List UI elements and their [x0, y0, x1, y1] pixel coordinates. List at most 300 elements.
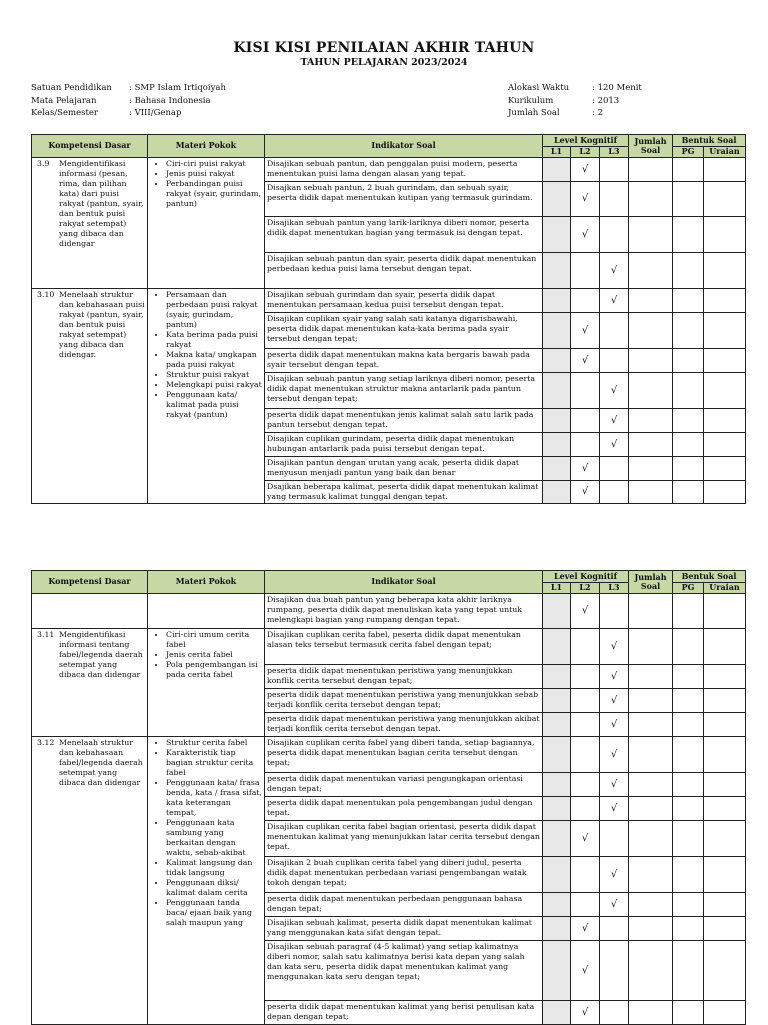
check-mark: √ [581, 964, 589, 976]
jumlah-soal-cell [629, 737, 673, 773]
jumlah-soal-cell [629, 433, 673, 457]
header-l3: L3 [600, 583, 629, 594]
kd-number: 3.10 [37, 290, 55, 299]
uraian-cell [704, 217, 746, 253]
materi-item: • Penggunaan diksi/ kalimat dalam cerita [166, 878, 262, 898]
pg-cell [673, 737, 704, 773]
kd-number: 3.12 [37, 738, 55, 747]
level-l3-cell [600, 481, 629, 504]
jumlah-soal-cell [629, 313, 673, 349]
kompetensi-dasar [34, 738, 145, 788]
info-row [31, 107, 226, 120]
kompetensi-dasar-cell [32, 594, 148, 629]
info-row [31, 95, 226, 108]
level-l1-cell [543, 594, 571, 629]
level-l1-cell [543, 481, 571, 504]
jumlah-soal-cell [629, 665, 673, 689]
uraian-cell [704, 457, 746, 481]
level-l3-cell [600, 217, 629, 253]
jumlah-soal-cell [629, 857, 673, 893]
uraian-cell [704, 433, 746, 457]
table-header [32, 135, 746, 158]
indikator-soal-cell: peserta didik dapat menentukan jenis kalimat salah satu larik pada pantun tersebut dengan tepat. [265, 409, 543, 433]
uraian-cell [704, 594, 746, 629]
level-l3-cell [600, 737, 629, 773]
level-l1-cell [543, 893, 571, 917]
header-l1: L1 [543, 147, 571, 158]
info-value: : VIII/Genap [129, 108, 182, 118]
indikator-soal-cell: peserta didik dapat menentukan perbedaan penggunaan bahasa dengan tepat; [265, 893, 543, 917]
level-l2-cell [571, 665, 600, 689]
indikator-soal-cell: Disajkan sebuah pantun, 2 buah gurindam, dan sebuah syair, peserta didik dapat menentukan kutipan yang termasuk gurindam. [265, 182, 543, 217]
materi-item: • Penggunaan kata/ kalimat pada puisi rakyat (pantun) [166, 390, 262, 420]
level-l3-cell [600, 689, 629, 713]
level-l1-cell [543, 373, 571, 409]
info-left [31, 82, 226, 120]
indikator-soal-cell: Disajikan 2 buah cuplikan cerita fabel yang diberi judul, peserta didik dapat menentukan perbedaan variasi pengembangan watak tokoh dengan tepat; [265, 857, 543, 893]
jumlah-soal-cell [629, 481, 673, 504]
level-l3-cell [600, 857, 629, 893]
check-mark: √ [610, 748, 618, 760]
level-l1-cell [543, 349, 571, 373]
materi-pokok-cell [148, 289, 265, 504]
check-mark: √ [610, 778, 618, 790]
jumlah-soal-cell [629, 253, 673, 289]
info-value: : SMP Islam Irtiqoiyah [129, 83, 226, 93]
level-l3-cell [600, 797, 629, 821]
uraian-cell [704, 917, 746, 941]
jumlah-soal-cell [629, 349, 673, 373]
header-row [32, 571, 746, 583]
indikator-soal-cell: Disajikan cuplikan gurindam, peserta didik dapat menentukan hubungan antarlarik pada puisi tersebut dengan tepat. [265, 433, 543, 457]
indikator-soal-cell: peserta didik dapat menentukan peristiwa yang menunjukkan sebab terjadi konflik cerita tersebut dengan tepat; [265, 689, 543, 713]
header-level-kognitif: Level Kognitif [543, 135, 629, 147]
level-l2-cell [571, 941, 600, 1001]
level-l2-cell [571, 797, 600, 821]
level-l1-cell [543, 665, 571, 689]
jumlah-soal-cell [629, 689, 673, 713]
level-l1-cell [543, 158, 571, 182]
jumlah-soal-cell [629, 713, 673, 737]
pg-cell [673, 182, 704, 217]
info-row [508, 82, 642, 95]
pg-cell [673, 158, 704, 182]
uraian-cell [704, 689, 746, 713]
uraian-cell [704, 182, 746, 217]
indikator-soal-cell: Disajikan sebuah pantun yang setiap lariknya diberi nomor, peserta didik dapat menentukan struktur makna antarlarik pada pantun tersebut dengan tepat; [265, 373, 543, 409]
pg-cell [673, 713, 704, 737]
uraian-cell [704, 773, 746, 797]
materi-item: • Struktur puisi rakyat [166, 370, 262, 380]
level-l3-cell [600, 713, 629, 737]
check-mark: √ [610, 898, 618, 910]
header-jumlah-soal: Jumlah Soal [629, 135, 673, 158]
level-l3-cell [600, 893, 629, 917]
kompetensi-dasar [34, 630, 145, 680]
check-mark: √ [581, 193, 589, 204]
check-mark: √ [581, 324, 589, 336]
pg-cell [673, 773, 704, 797]
level-l2-cell [571, 737, 600, 773]
uraian-cell [704, 373, 746, 409]
jumlah-soal-cell [629, 941, 673, 1001]
jumlah-soal-cell [629, 217, 673, 253]
level-l2-cell [571, 253, 600, 289]
materi-item: • Struktur cerita fabel [166, 738, 262, 748]
check-mark: √ [581, 922, 589, 934]
kisi-table-1 [31, 134, 746, 504]
indikator-soal-cell: Disajikan pantun dengan urutan yang acak, peserta didik dapat menyusun menjadi pantun yang baik dan benar [265, 457, 543, 481]
pg-cell [673, 629, 704, 665]
level-l2-cell [571, 457, 600, 481]
level-l2-cell [571, 433, 600, 457]
indikator-soal-cell: peserta didik dapat menentukan variasi pengungkapan orientasi dengan tepat; [265, 773, 543, 797]
level-l3-cell [600, 941, 629, 1001]
jumlah-soal-cell [629, 289, 673, 313]
uraian-cell [704, 737, 746, 773]
check-mark: √ [581, 462, 589, 474]
pg-cell [673, 941, 704, 1001]
header-jumlah-soal: Jumlah Soal [629, 571, 673, 594]
indikator-soal-cell: Disajikan dua buah pantun yang beberapa kata akhir lariknya rumpang, peserta didik dapat menuliskan kata yang tepat untuk melengkapi bagian yang rumpang dengan tepat. [265, 594, 543, 629]
level-l2-cell [571, 182, 600, 217]
level-l3-cell [600, 409, 629, 433]
materi-pokok-cell [148, 629, 265, 737]
level-l3-cell [600, 665, 629, 689]
check-mark: √ [581, 228, 589, 240]
level-l2-cell [571, 594, 600, 629]
jumlah-soal-cell [629, 409, 673, 433]
materi-pokok-cell [148, 737, 265, 1025]
uraian-cell [704, 409, 746, 433]
materi-pokok-cell [148, 158, 265, 289]
uraian-cell [704, 893, 746, 917]
jumlah-soal-cell [629, 373, 673, 409]
kd-text: Mengidentifikasi informasi (pesan, rima, dan pilihan kata) dari puisi rakyat (pantun, syair, dan bentuk puisi rakyat setempat) yang dibaca dan didengar [59, 159, 144, 248]
uraian-cell [704, 481, 746, 504]
header-row [32, 135, 746, 147]
uraian-cell [704, 629, 746, 665]
jumlah-soal-cell [629, 158, 673, 182]
pg-cell [673, 665, 704, 689]
level-l2-cell [571, 629, 600, 665]
info-value: : 120 Menit [592, 83, 642, 93]
pg-cell [673, 481, 704, 504]
uraian-cell [704, 1001, 746, 1025]
materi-item: • Penggunaan kata sambung yang berkaitan dengan waktu, sebab-akibat [166, 818, 262, 858]
pg-cell [673, 797, 704, 821]
indikator-soal-cell: peserta didik dapat menentukan kalimat yang berisi penulisan kata depan dengan tepat; [265, 1001, 543, 1025]
level-l3-cell [600, 1001, 629, 1025]
check-mark: √ [610, 414, 618, 426]
materi-list [150, 290, 262, 420]
kd-text: Menelaah struktur dan kebahasaan fabel/legenda daerah setempat yang dibaca dan didengar [59, 738, 143, 787]
header-indikator-soal: Indikator Soal [265, 135, 543, 158]
pg-cell [673, 893, 704, 917]
level-l1-cell [543, 253, 571, 289]
header-uraian: Uraian [704, 147, 746, 158]
level-l3-cell [600, 289, 629, 313]
header-l2: L2 [571, 583, 600, 594]
header-materi-pokok: Materi Pokok [148, 571, 265, 594]
info-value: : 2 [592, 108, 603, 118]
indikator-soal-cell: Disajikan sebuah gurindam dan syair, peserta didik dapat menentukan persamaan kedua puisi tersebut dengan tepat. [265, 289, 543, 313]
kisi-table-2 [31, 570, 746, 1025]
level-l2-cell [571, 217, 600, 253]
kd-text: Menelaah struktur dan kebahasaan puisi rakyat (pantun, syair, dan bentuk puisi rakyat setempat) yang dibaca dan didengar. [59, 290, 145, 359]
indikator-soal-cell: Disajikan cuplikan cerita fabel, peserta didik dapat menentukan alasan teks tersebut termasuk cerita fabel dengan tepat; [265, 629, 543, 665]
header-l1: L1 [543, 583, 571, 594]
table-body [32, 158, 746, 504]
level-l3-cell [600, 629, 629, 665]
info-row [508, 107, 642, 120]
pg-cell [673, 349, 704, 373]
check-mark: √ [610, 264, 618, 276]
indikator-soal-cell: peserta didik dapat menentukan peristiwa yang menunjukkan akibat terjadi konflik cerita tersebut dengan tepat. [265, 713, 543, 737]
header-l2: L2 [571, 147, 600, 158]
level-l2-cell [571, 713, 600, 737]
indikator-soal-cell: Disajikan sebuah pantun yang larik-lariknya diberi nomor, peserta didik dapat menentukan bagian yang termasuk isi dengan tepat. [265, 217, 543, 253]
table-body [32, 594, 746, 1025]
level-l2-cell [571, 313, 600, 349]
info-label: Mata Pelajaran [31, 95, 97, 106]
level-l3-cell [600, 594, 629, 629]
pg-cell [673, 594, 704, 629]
level-l2-cell [571, 821, 600, 857]
check-mark: √ [610, 640, 618, 652]
kompetensi-dasar [34, 159, 145, 249]
jumlah-soal-cell [629, 1001, 673, 1025]
materi-item: • Penggunaan kata/ frasa benda, kata / frasa sifat, kata keterangan tempat, [166, 778, 262, 818]
level-l3-cell [600, 433, 629, 457]
jumlah-soal-cell [629, 182, 673, 217]
table-row [32, 629, 746, 665]
jumlah-soal-cell [629, 821, 673, 857]
level-l2-cell [571, 158, 600, 182]
pg-cell [673, 1001, 704, 1025]
jumlah-soal-cell [629, 594, 673, 629]
level-l1-cell [543, 821, 571, 857]
pg-cell [673, 289, 704, 313]
materi-item: • Karakteristik tiap bagian struktur cerita fabel [166, 748, 262, 778]
jumlah-soal-cell [629, 773, 673, 797]
table-header [32, 571, 746, 594]
uraian-cell [704, 289, 746, 313]
level-l2-cell [571, 857, 600, 893]
indikator-soal-cell: peserta didik dapat menentukan makna kata bergaris bawah pada syair tersebut dengan tepat. [265, 349, 543, 373]
check-mark: √ [610, 438, 618, 450]
materi-item: • Jenis puisi rakyat [166, 169, 262, 179]
header-kompetensi-dasar: Kompetensi Dasar [32, 135, 148, 158]
info-label: Alokasi Waktu [508, 83, 570, 93]
header-bentuk-soal: Bentuk Soal [673, 571, 746, 583]
kompetensi-dasar [34, 290, 145, 360]
header-bentuk-soal: Bentuk Soal [673, 135, 746, 147]
level-l2-cell [571, 289, 600, 313]
uraian-cell [704, 349, 746, 373]
check-mark: √ [610, 670, 618, 682]
indikator-soal-cell: Disajikan sebuah pantun dan syair, peserta didik dapat menentukan perbedaan kedua puisi lama tersebut dengan tepat. [265, 253, 543, 289]
jumlah-soal-cell [629, 893, 673, 917]
header-uraian: Uraian [704, 583, 746, 594]
level-l3-cell [600, 158, 629, 182]
pg-cell [673, 409, 704, 433]
level-l1-cell [543, 1001, 571, 1025]
header-pg: PG [673, 147, 704, 158]
level-l1-cell [543, 797, 571, 821]
check-mark: √ [610, 718, 618, 730]
info-value: : Bahasa Indonesia [129, 95, 211, 106]
indikator-soal-cell: Disajikan sebuah kalimat, peserta didik dapat menentukan kalimat yang menggunakan kata sifat dengan tepat. [265, 917, 543, 941]
indikator-soal-cell: peserta didik dapat menentukan peristiwa yang menunjukkan konflik cerita tersebut dengan tepat; [265, 665, 543, 689]
header-indikator-soal: Indikator Soal [265, 571, 543, 594]
document-subtitle: TAHUN PELAJARAN 2023/2024 [300, 57, 468, 68]
document-title: KISI KISI PENILAIAN AKHIR TAHUN [233, 40, 535, 56]
level-l1-cell [543, 737, 571, 773]
uraian-cell [704, 713, 746, 737]
materi-pokok-cell [148, 594, 265, 629]
level-l1-cell [543, 689, 571, 713]
check-mark: √ [581, 832, 589, 844]
level-l1-cell [543, 629, 571, 665]
check-mark: √ [610, 802, 618, 814]
table-row [32, 289, 746, 313]
level-l1-cell [543, 433, 571, 457]
uraian-cell [704, 857, 746, 893]
jumlah-soal-cell [629, 629, 673, 665]
pg-cell [673, 217, 704, 253]
table-row [32, 594, 746, 629]
level-l3-cell [600, 253, 629, 289]
uraian-cell [704, 941, 746, 1001]
info-label: Satuan Pendidikan [31, 83, 112, 93]
uraian-cell [704, 821, 746, 857]
indikator-soal-cell: peserta didik dapat menentukan pola pengembangan judul dengan tepat. [265, 797, 543, 821]
check-mark: √ [581, 486, 589, 497]
materi-list [150, 738, 262, 928]
pg-cell [673, 253, 704, 289]
level-l1-cell [543, 182, 571, 217]
indikator-soal-cell: Disajikan cuplikan syair yang salah sati katanya digarisbawahi, peserta didik dapat menentukan kata-kata berima pada syair tersebut dengan tepat; [265, 313, 543, 349]
uraian-cell [704, 253, 746, 289]
level-l1-cell [543, 917, 571, 941]
level-l3-cell [600, 373, 629, 409]
level-l2-cell [571, 481, 600, 504]
kd-text: Mengidentifikasi informasi tentang fabel/legenda daerah setempat yang dibaca dan didengar [59, 630, 143, 679]
level-l1-cell [543, 941, 571, 1001]
header-materi-pokok: Materi Pokok [148, 135, 265, 158]
level-l1-cell [543, 313, 571, 349]
info-right [508, 82, 642, 120]
pg-cell [673, 689, 704, 713]
kompetensi-dasar-cell [32, 289, 148, 504]
check-mark: √ [610, 294, 618, 306]
info-label: Jumlah Soal [508, 108, 560, 118]
materi-item: • Melengkapi puisi rakyat [166, 380, 262, 390]
level-l2-cell [571, 1001, 600, 1025]
level-l3-cell [600, 917, 629, 941]
level-l1-cell [543, 289, 571, 313]
materi-item: • Perbandingan puisi rakyat (syair, gurindam, pantun) [166, 179, 262, 209]
header-kompetensi-dasar: Kompetensi Dasar [32, 571, 148, 594]
indikator-soal-cell: Disajikan cuplikan cerita fabel yang diberi tanda, setiap bagiannya, peserta didik dapat menentukan bagian cerita tersebut dengan tepat; [265, 737, 543, 773]
info-label: Kurikulum [508, 95, 554, 106]
header-l3: L3 [600, 147, 629, 158]
level-l2-cell [571, 689, 600, 713]
level-l1-cell [543, 217, 571, 253]
kd-number: 3.9 [37, 159, 50, 168]
check-mark: √ [581, 605, 589, 616]
level-l2-cell [571, 917, 600, 941]
check-mark: √ [581, 163, 589, 175]
level-l1-cell [543, 857, 571, 893]
materi-item: • Kata berima pada puisi rakyat [166, 330, 262, 350]
uraian-cell [704, 797, 746, 821]
indikator-soal-cell: Disajikan sebuah paragraf (4-5 kalimat) yang setiap kalimatnya diberi nomor, salah satu kalimatnya berisi kata depan yang salah dan kata seru, peserta didik dapat menentukan kalimat yang menggunakan kata seru dengan tepat; [265, 941, 543, 1001]
info-row [508, 95, 642, 108]
level-l2-cell [571, 893, 600, 917]
info-label: Kelas/Semester [31, 108, 98, 118]
table-row [32, 158, 746, 182]
kd-number: 3.11 [37, 630, 55, 639]
level-l2-cell [571, 349, 600, 373]
pg-cell [673, 373, 704, 409]
level-l2-cell [571, 409, 600, 433]
info-row [31, 82, 226, 95]
materi-item: • Pola pengembangan isi pada cerita fabel [166, 660, 262, 680]
header-pg: PG [673, 583, 704, 594]
check-mark: √ [581, 1006, 589, 1018]
level-l3-cell [600, 821, 629, 857]
materi-item: • Ciri-ciri puisi rakyat [166, 159, 262, 169]
info-value: : 2013 [592, 95, 620, 106]
materi-item: • Jenis cerita fabel [166, 650, 262, 660]
level-l2-cell [571, 773, 600, 797]
header-level-kognitif: Level Kognitif [543, 571, 629, 583]
pg-cell [673, 821, 704, 857]
check-mark: √ [610, 694, 618, 706]
uraian-cell [704, 665, 746, 689]
level-l3-cell [600, 773, 629, 797]
pg-cell [673, 457, 704, 481]
indikator-soal-cell: Dsajikan beberapa kalimat, peserta didik dapat menentukan kalimat yang termasuk kalimat tunggal dengan tepat. [265, 481, 543, 504]
check-mark: √ [581, 354, 589, 366]
check-mark: √ [610, 384, 618, 396]
pg-cell [673, 917, 704, 941]
kompetensi-dasar-cell [32, 629, 148, 737]
materi-item: • Kalimat langsung dan tidak langsung [166, 858, 262, 878]
level-l2-cell [571, 373, 600, 409]
level-l1-cell [543, 713, 571, 737]
level-l3-cell [600, 313, 629, 349]
jumlah-soal-cell [629, 457, 673, 481]
materi-list [150, 159, 262, 209]
level-l3-cell [600, 349, 629, 373]
materi-item: • Ciri-ciri umum cerita fabel [166, 630, 262, 650]
materi-list [150, 630, 262, 680]
uraian-cell [704, 313, 746, 349]
level-l3-cell [600, 182, 629, 217]
pg-cell [673, 433, 704, 457]
materi-item: • Persamaan dan perbedaan puisi rakyat (syair, gurindam, pantun) [166, 290, 262, 330]
level-l1-cell [543, 457, 571, 481]
indikator-soal-cell: Disajikan sebuah pantun, dan penggalan puisi modern, peserta menentukan puisi lama dengan alasan yang tepat. [265, 158, 543, 182]
level-l1-cell [543, 409, 571, 433]
pg-cell [673, 313, 704, 349]
indikator-soal-cell: Disajikan cuplikan cerita fabel bagian orientasi, peserta didik dapat menentukan kalimat yang menunjukkan latar cerita tersebut dengan tepat. [265, 821, 543, 857]
materi-item: • Penggunaan tanda baca/ ejaan baik yang salah maupun yang [166, 898, 262, 928]
table-row [32, 737, 746, 773]
